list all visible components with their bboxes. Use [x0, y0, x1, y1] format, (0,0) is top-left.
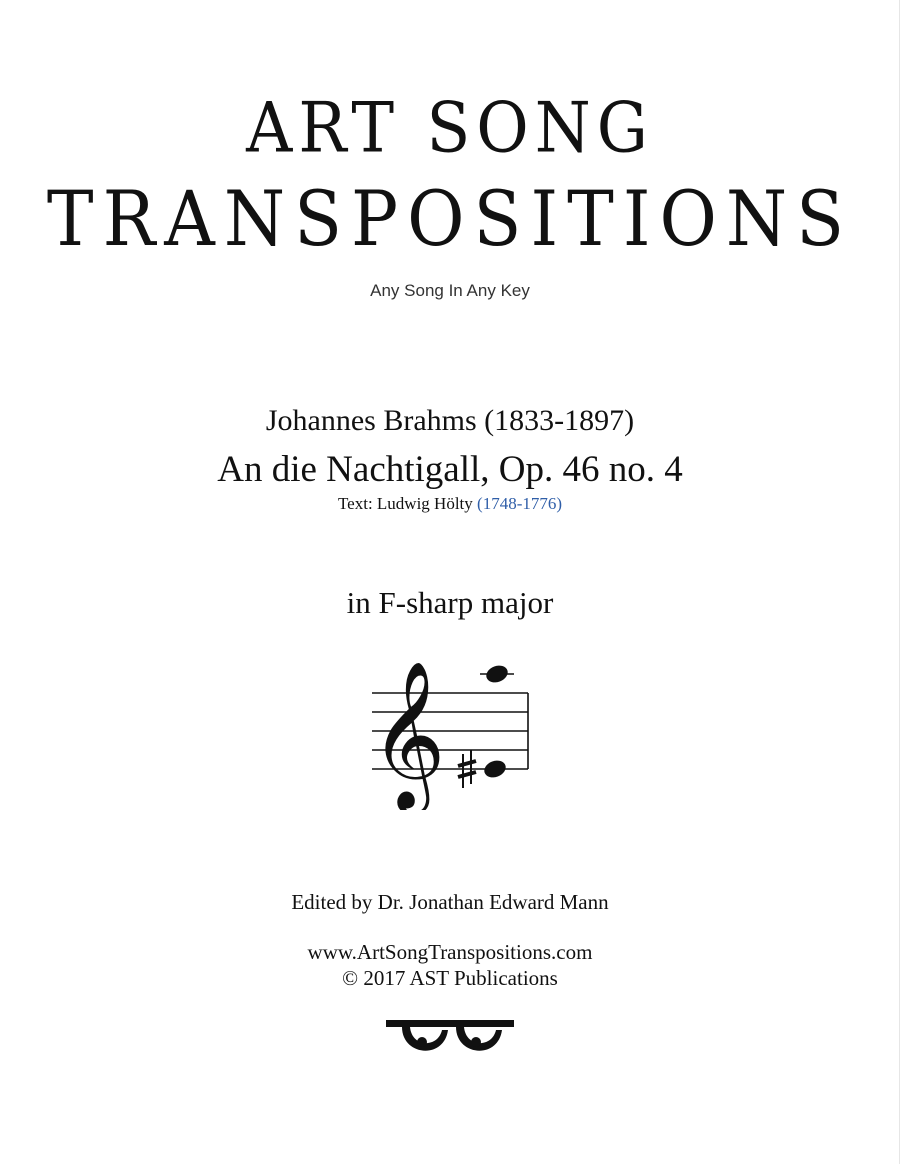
publisher-logo-icon — [382, 1016, 518, 1064]
high-note — [484, 663, 510, 686]
text-credit-line — [0, 494, 900, 514]
brand-title-line-2: TRANSPOSITIONS — [46, 174, 854, 264]
copyright-notice: © 2017 AST Publications — [342, 966, 558, 990]
text-credit: Text: Ludwig Hölty — [337, 494, 473, 513]
vocal-range-staff — [350, 650, 550, 810]
composer-line: Johannes Brahms (1833-1897) — [265, 404, 635, 437]
key-label: in F-sharp major — [346, 585, 554, 620]
brand-tagline: Any Song In Any Key — [370, 281, 530, 300]
brand-title-line-1: ART SONG — [246, 89, 654, 169]
low-note — [482, 758, 508, 781]
treble-clef-icon: 𝄞 — [370, 660, 446, 809]
song-title: An die Nachtigall, Op. 46 no. 4 — [217, 449, 683, 490]
website-link[interactable]: www.ArtSongTranspositions.com — [307, 940, 593, 964]
poet-years: (1748-1776) — [477, 494, 563, 513]
editor-credit: Edited by Dr. Jonathan Edward Mann — [291, 890, 609, 914]
